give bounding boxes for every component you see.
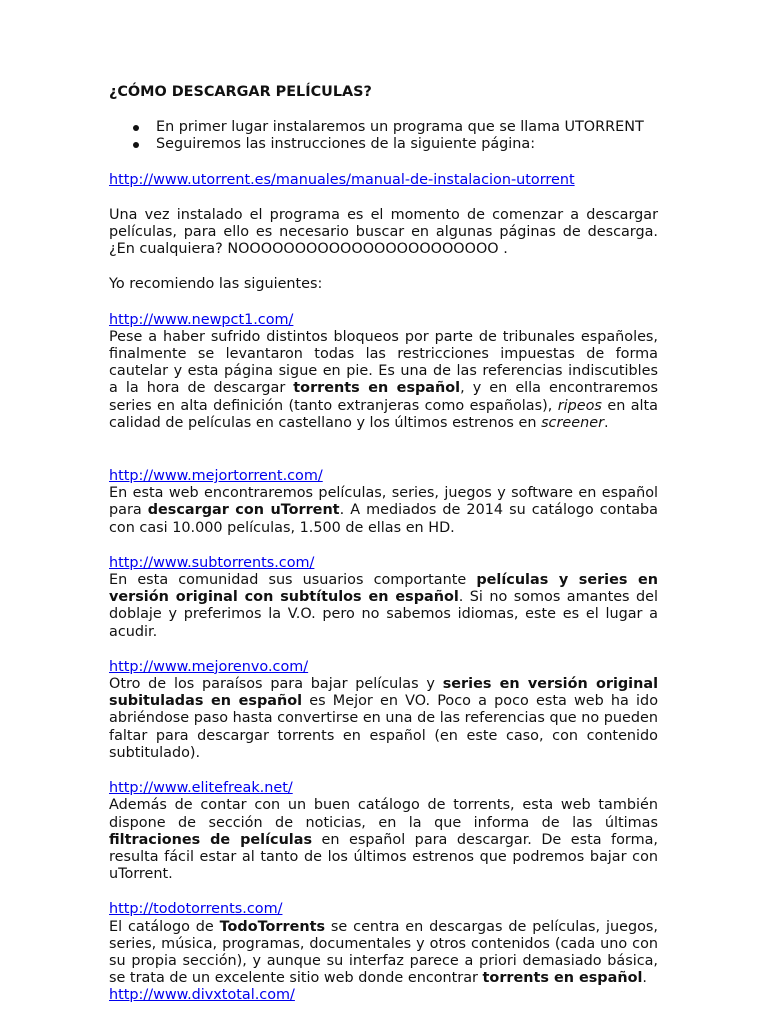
- list-item: [109, 136, 658, 153]
- bullet-icon: [133, 125, 139, 131]
- site-subtorrents: [109, 555, 658, 641]
- site-description: Otro de los paraísos para bajar películas y series en versión original subituladas en español es Mejor en VO. Poco a poco esta web ha ido abriéndose paso hasta convertirse en una de las referencias que no pueden faltar para descargar torrents en español (en este caso, con contenido subtitulado).: [109, 676, 658, 761]
- site-todotorrents: [109, 901, 658, 1004]
- mejorenvo-link[interactable]: http://www.mejorenvo.com/: [109, 658, 309, 675]
- site-description: Además de contar con un buen catálogo de torrents, esta web también dispone de sección de noticias, en la que informa de las últimas filtraciones de películas en español para descargar. De esta forma, resulta fácil estar al tanto de los últimos estrenos que podremos bajar con uTorrent.: [109, 797, 659, 883]
- intro-paragraph: Una vez instalado el programa es el momento de comenzar a descargar películas, para ello es necesario buscar en algunas páginas de descarga. ¿En cualquiera? NOOOOOOOOOOOOOOOOOOOOOOO .: [109, 206, 658, 258]
- list-item-text: Seguiremos las instrucciones de la siguiente página:: [156, 136, 536, 153]
- utorrent-install-link[interactable]: http://www.utorrent.es/manuales/manual-de-instalacion-utorrent: [109, 171, 575, 188]
- site-description: El catálogo de TodoTorrents se centra en descargas de películas, juegos, series, música, programas, documentales y otros contenidos (cada uno con su propia sección), y aunque su interfaz parece a priori demasiado básica, se trata de un excelente sitio web donde encontrar torrents en español.: [109, 918, 658, 987]
- site-description: Pese a haber sufrido distintos bloqueos por parte de tribunales españoles, finalmente se levantaron todas las restricciones impuestas de forma cautelar y esta página sigue en pie. Es una de las referencias indiscutibles a la hora de descargar torrents en español, y en ella encontraremos series en alta definición (tanto extranjeras como españolas), ripeos en alta calidad de películas en castellano y los últimos estrenos en screener.: [109, 328, 658, 431]
- divxtotal-link[interactable]: http://www.divxtotal.com/: [109, 987, 295, 1004]
- site-mejortorrent: [109, 468, 658, 537]
- mejortorrent-link[interactable]: http://www.mejortorrent.com/: [109, 468, 323, 485]
- bullet-icon: [133, 142, 139, 148]
- site-mejorenvo: [109, 659, 658, 762]
- site-description: En esta comunidad sus usuarios comportante películas y series en versión original con subtítulos en español. Si no somos amantes del doblaje y preferimos la V.O. pero no sabemos idiomas, este es el lugar a acudir.: [109, 572, 658, 640]
- site-description: En esta web encontraremos películas, series, juegos y software en español para descargar con uTorrent. A mediados de 2014 su catálogo contaba con casi 10.000 películas, 1.500 de ellas en HD.: [109, 485, 659, 536]
- list-item-text: En primer lugar instalaremos un programa que se llama UTORRENT: [156, 119, 644, 136]
- elitefreak-link[interactable]: http://www.elitefreak.net/: [109, 780, 293, 797]
- recommend-text: Yo recomiendo las siguientes:: [109, 276, 323, 293]
- todotorrents-link[interactable]: http://todotorrents.com/: [109, 901, 283, 918]
- subtorrents-link[interactable]: http://www.subtorrents.com/: [109, 554, 315, 571]
- newpct1-link[interactable]: http://www.newpct1.com/: [109, 311, 294, 328]
- steps-list: [109, 119, 658, 153]
- document-body: [109, 84, 658, 1005]
- site-newpct1: [109, 312, 658, 432]
- page-title: ¿CÓMO DESCARGAR PELÍCULAS?: [109, 84, 372, 100]
- site-elitefreak: [109, 780, 658, 883]
- list-item: [109, 119, 658, 136]
